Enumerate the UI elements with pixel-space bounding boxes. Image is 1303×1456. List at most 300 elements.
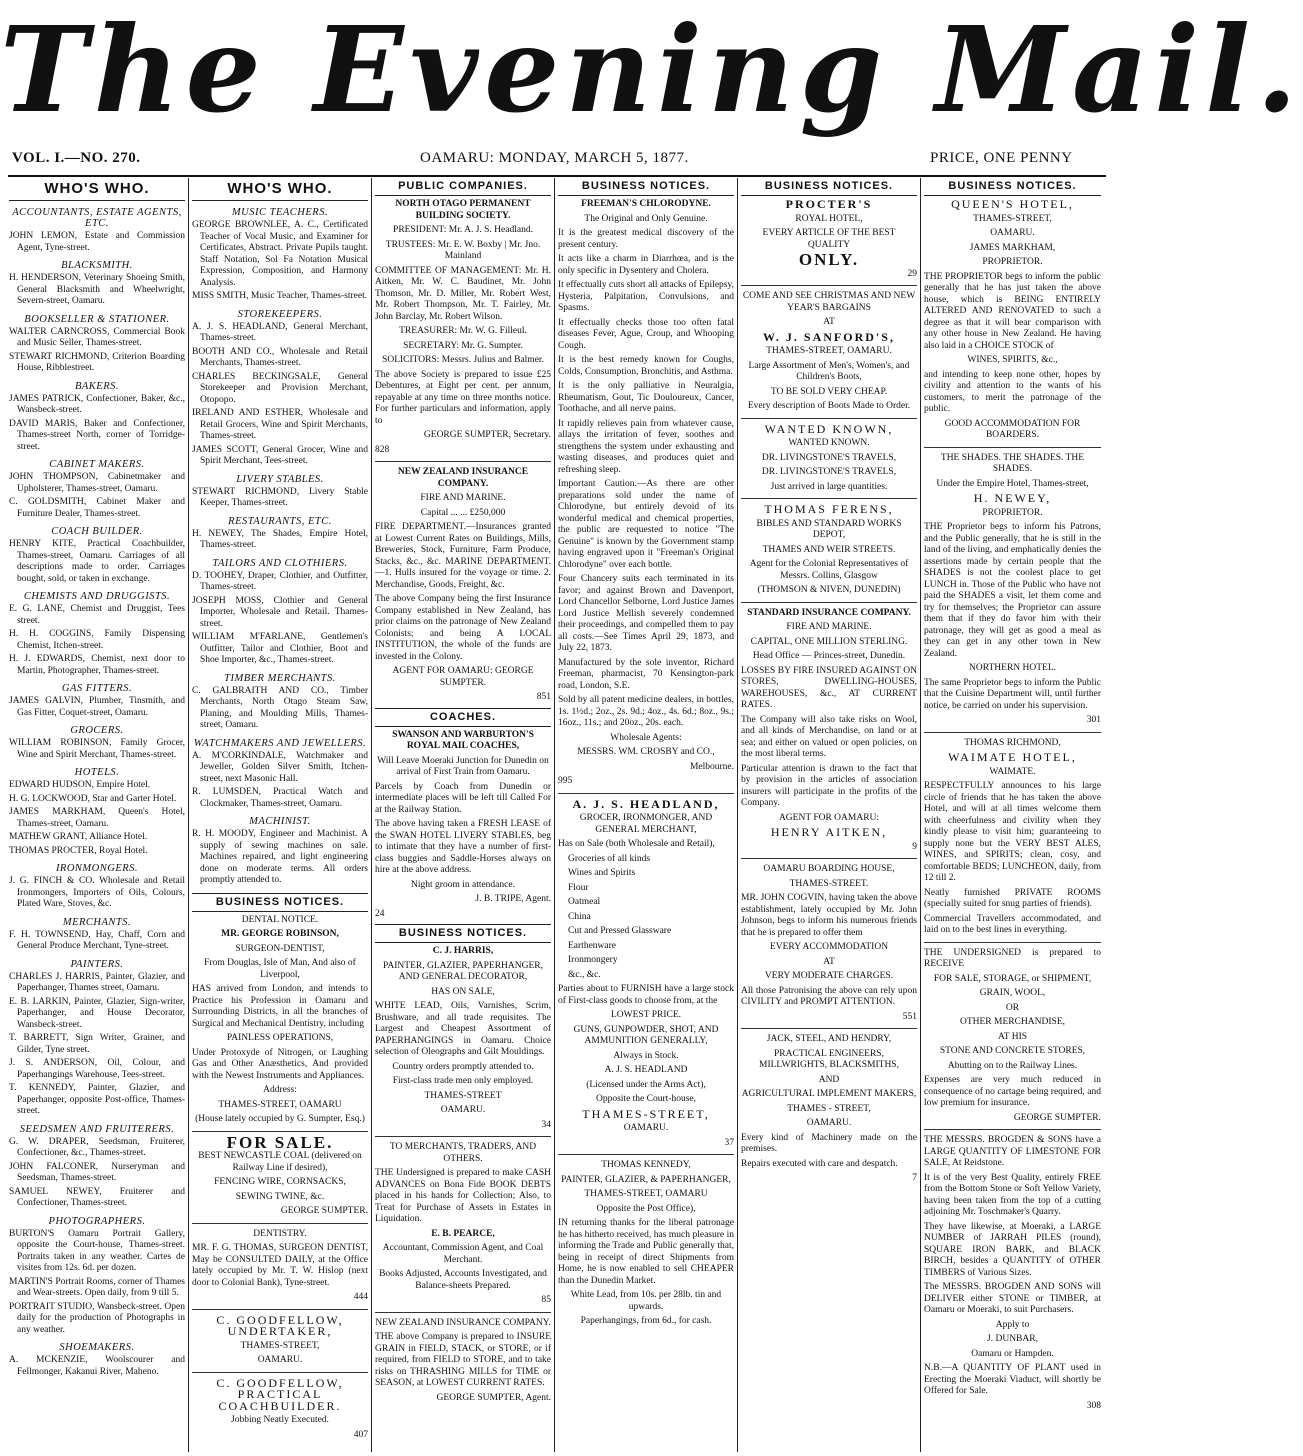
night-groom: Night groom in attendance.	[411, 879, 515, 890]
waimate-name: THOMAS RICHMOND,	[964, 737, 1061, 748]
headland-sale: Has on Sale (both Wholesale and Retail),	[558, 839, 715, 849]
section-title: LIVERY STABLES.	[236, 473, 324, 485]
column-heading: BUSINESS NOTICES.	[924, 178, 1101, 196]
brogden-body-4: The MESSRS. BROGDEN AND SONS will DELIVER either STONE or TIMBER, at Oamaru or Moeraki, to suit Purchasers.	[924, 1282, 1101, 1315]
sanford-head: COME AND SEE CHRISTMAS AND NEW YEAR'S BARGAINS	[742, 291, 916, 313]
headland-item: Oatmeal	[568, 897, 601, 907]
dental-address: THAMES-STREET, OAMARU	[218, 1099, 342, 1110]
kennedy-line-2: Paperhangings, from 6d., for cash.	[580, 1316, 712, 1326]
section-title: ACCOUNTANTS, ESTATE AGENTS, ETC.	[12, 207, 182, 229]
sanford-cheap: TO BE SOLD VERY CHEAP.	[770, 386, 888, 397]
society-body: The above Society is prepared to issue £25 Debentures, at Eight per cent. per annum, repayable at any time on three months notice. For further particulars and information, apply to	[375, 369, 551, 426]
dental-body: HAS arrived from London, and intends to Practice his Profession in Oamaru and Surrounding Districts, in all the branches of Surgical and Mechanical Dentistry, including	[192, 984, 368, 1029]
waimate-hotel: WAIMATE HOTEL,	[948, 750, 1077, 764]
ad-number: 24	[375, 908, 385, 919]
divider	[375, 1312, 551, 1313]
standard-agent-name: HENRY AITKEN,	[770, 825, 888, 839]
issue-date: OAMARU: MONDAY, MARCH 5, 1877.	[420, 150, 689, 166]
directory-sections	[192, 207, 368, 887]
headland-opposite: Opposite the Court-house,	[595, 1094, 696, 1104]
headland-trade: GROCER, IRONMONGER, AND GENERAL MERCHANT,	[579, 813, 713, 835]
standard-body-3: Particular attention is drawn to the fact that by provision in the articles of association insurers will participate in the profits of the Company.	[741, 763, 917, 808]
ferens-body: Agent for the Colonial Representatives of Messrs. Collins, Glasgow	[749, 559, 909, 581]
dentistry-heading: DENTISTRY.	[253, 1228, 307, 1239]
divider	[558, 1154, 734, 1155]
goodfellow-town: OAMARU.	[257, 1355, 303, 1365]
divider	[558, 793, 734, 794]
harris-trade: PAINTER, GLAZIER, PAPERHANGER, AND GENERAL DECORATOR,	[382, 960, 544, 982]
dentistry-body: MR. F. G. THOMAS, SURGEON DENTIST, May be CONSULTED DAILY, at the Office lately occupied by Mr. T. W. Hislop (next door to Colonial Bank), Tyne-street.	[192, 1243, 368, 1288]
divider	[924, 942, 1101, 943]
section-title: BLACKSMITH.	[61, 260, 133, 271]
waimate-body-2: Neatly furnished PRIVATE ROOMS (specially suited for snug parties of friends).	[924, 887, 1101, 909]
wanted-line-1: DR. LIVINGSTONE'S TRAVELS,	[761, 452, 897, 463]
divider	[741, 418, 917, 419]
directory-entry: J. G. FINCH & CO. Wholesale and Retail Ironmongers, Importers of Oils, Colours, Plated Ware, Stoves, &c.	[9, 876, 185, 909]
divider	[192, 1131, 368, 1132]
pearce-trade: Accountant, Commission Agent, and Coal Merchant.	[382, 1243, 544, 1265]
nz-insurance-title: NEW ZEALAND INSURANCE COMPANY.	[397, 467, 529, 489]
directory-entry: WILLIAM M'FARLANE, Gentlemen's Outfitter, Tailor and Clothier, Boot and Shoe Importer, &c., Thames-street.	[192, 632, 368, 665]
nz-insurance-2-body: THE above Company is prepared to INSURE GRAIN in FIELD, STACK, or STORE, or if required, from FIELD to STORE, and to take risks on THRASHING MILLS for TIME or SEASON, at LOWEST CURRENT RATES.	[375, 1332, 551, 1388]
waimate-town: WAIMATE.	[989, 766, 1036, 777]
nz-insurance-2-sign: GEORGE SUMPTER, Agent.	[436, 1392, 551, 1403]
boarding-body-2: All those Patronising the above can rely upon CIVILITY and PROMPT ATTENTION.	[741, 985, 917, 1007]
coaches-body-3: The above having taken a FRESH LEASE of the SWAN HOTEL LIVERY STABLES, beg to intimate that they have a number of first-class buggies and Saddle-Horses always on hire at the above address.	[375, 819, 551, 875]
procter-line: EVERY ARTICLE OF THE BEST QUALITY	[762, 228, 896, 250]
directory-entry: G. W. DRAPER, Seedsman, Fruiterer, Confectioner, &c., Thames-street.	[9, 1136, 185, 1158]
ad-number: 37	[724, 1137, 734, 1148]
directory-entry: JAMES GALVIN, Plumber, Tinsmith, and Gas Fitter, Coquet-street, Oamaru.	[9, 696, 185, 718]
headland-item: Wines and Spirits	[568, 868, 636, 878]
standard-capital: CAPITAL, ONE MILLION STERLING.	[750, 636, 908, 647]
standard-title: STANDARD INSURANCE COMPANY.	[747, 607, 911, 618]
chlorodyne-paragraph: It is the best remedy known for Coughs, Colds, Consumption, Bronchitis, and Asthma.	[558, 355, 734, 377]
harris-town: OAMARU.	[440, 1105, 486, 1115]
sanford-address: THAMES-STREET, OAMARU.	[766, 346, 892, 356]
directory-entry: C. GOLDSMITH, Cabinet Maker and Furniture Dealer, Thames-street.	[9, 497, 185, 519]
standard-body: LOSSES BY FIRE INSURED AGAINST ON STORES, DWELLING-HOUSES, WAREHOUSES, &c., AT CURRENT RATES.	[741, 665, 917, 710]
section-title: TAILORS AND CLOTHIERS.	[212, 557, 348, 569]
nz-insurance-2-title: NEW ZEALAND INSURANCE COMPANY.	[375, 1317, 551, 1328]
procter-name: PROCTER'S	[785, 197, 873, 211]
section-title: TIMBER MERCHANTS.	[224, 672, 336, 684]
storage-line-7: Abutting on to the Railway Lines.	[947, 1060, 1078, 1071]
coaches-body-2: Parcels by Coach from Dunedin or intermediate places will be left till Called For at the Railway Station.	[375, 781, 551, 815]
directory-entry: STEWART RICHMOND, Livery Stable Keeper, Thames-street.	[192, 486, 368, 508]
chlorodyne-paragraph: It acts like a charm in Diarrhœa, and is the only specific in Dysentery and Cholera.	[558, 254, 734, 276]
newspaper-title: The Evening Mail.	[0, 0, 1303, 139]
ad-number: 551	[902, 1011, 917, 1022]
boarding-at: AT	[823, 956, 835, 967]
directory-entry: E. G. LANE, Chemist and Druggist, Tees street.	[9, 604, 185, 626]
chlorodyne-paragraph: It is the greatest medical discovery of the present century.	[558, 228, 734, 250]
directory-entry: BURTON'S Oamaru Portrait Gallery, opposite the Court-house, Thames-street. Portraits taken in any weather. Cartes de visites from 12s. 6d. per dozen.	[9, 1228, 185, 1273]
top-rule	[8, 175, 1106, 177]
chlorodyne-paragraph: It is the only palliative in Neuralgia, Rheumatism, Gout, Tic Douloureux, Cancer, Toothache, and all nerve pains.	[558, 381, 734, 414]
northern-hotel: NORTHERN HOTEL.	[968, 663, 1057, 673]
dentist-title: SURGEON-DENTIST,	[235, 943, 325, 954]
jack-body: Every kind of Machinery made on the premises.	[741, 1132, 917, 1154]
ad-number: 9	[912, 841, 917, 852]
directory-entry: CHARLES BECKINGSALE, General Storekeeper and Provision Merchant, Otopopo.	[192, 371, 368, 405]
pearce-name: E. B. PEARCE,	[431, 1228, 495, 1239]
goodfellow-jobbing: Jobbing Neatly Executed.	[231, 1415, 329, 1425]
headland-licence: (Licensed under the Arms Act),	[586, 1079, 706, 1090]
merchants-body: THE Undersigned is prepared to make CASH ADVANCES on Bona Fide BOOK DEBTS placed in his hands for Collection; Also, to Treat for Purchase of Assets in Estates in Liquidation.	[375, 1168, 551, 1224]
headland-item: Earthenware	[568, 940, 616, 951]
boarding-acc: EVERY ACCOMMODATION	[769, 942, 889, 952]
section-title: BAKERS.	[74, 380, 120, 392]
harris-line-1: Country orders promptly attended to.	[392, 1061, 534, 1072]
brogden-body: THE MESSRS. BROGDEN & SONS have a LARGE QUANTITY OF LIMESTONE FOR SALE, At Reidstone.	[924, 1135, 1101, 1168]
sanford-body: Large Assortment of Men's, Women's, and Children's Boots,	[748, 360, 910, 382]
coaches-heading: COACHES.	[375, 708, 551, 727]
dental-notice-title: DENTAL NOTICE.	[241, 914, 319, 925]
wholesale-agents: MESSRS. WM. CROSBY and CO.,	[577, 747, 715, 757]
directory-entry: JAMES MARKHAM, Queen's Hotel, Thames-street, Oamaru.	[9, 807, 185, 829]
building-society-title: NORTH OTAGO PERMANENT BUILDING SOCIETY.	[395, 199, 531, 221]
directory-entry: D. TOOHEY, Draper, Clothier, and Outfitter, Thames-street.	[192, 570, 368, 592]
section-title: IRONMONGERS.	[55, 863, 139, 874]
divider	[192, 1372, 368, 1373]
president: PRESIDENT: Mr. A. J. S. Headland.	[393, 225, 533, 235]
shades-head: THE SHADES. THE SHADES. THE SHADES.	[940, 452, 1085, 474]
jack-trade-2: AGRICULTURAL IMPLEMENT MAKERS,	[741, 1089, 917, 1099]
directory-entry: GEORGE BROWNLEE, A. C., Certificated Teacher of Vocal Music, and Examiner for Certificates, Abstract. Private Pupils taught. Staff Notation, Sol Fa Notation Musical Expression, Composition, and Harmony Analysis.	[192, 220, 368, 288]
ad-number: 7	[912, 1173, 917, 1183]
section-title: PAINTERS.	[70, 958, 124, 970]
shades-body: THE Proprietor begs to inform his Patrons, and the Public generally, that he is still in the land of the living, and emphatically denies the assertions made by certain people that the SHADES is not the coolest place to get LUNCH in. Those of the Public who have not paid the SHADES a visit, let them come and try for themselves; the Proprietor can assure them that if they do favor him with their patronage, they will get as good a meal as they can get in any other town in New Zealand.	[924, 522, 1101, 659]
directory-entry: THOMAS PROCTER, Royal Hotel.	[9, 845, 148, 856]
queens-good: GOOD ACCOMMODATION FOR BOARDERS.	[944, 418, 1081, 440]
section-title: CHEMISTS AND DRUGGISTS.	[23, 591, 171, 602]
section-title: GROCERS.	[70, 725, 124, 736]
directory-entry: JOHN THOMPSON, Cabinetmaker and Upholsterer, Thames-street, Oamaru.	[9, 472, 185, 494]
always-in-stock: Always in Stock.	[613, 1050, 679, 1061]
for-sale-line-2: FENCING WIRE, CORNSACKS,	[214, 1177, 346, 1187]
section-title: WATCHMAKERS AND JEWELLERS.	[193, 737, 367, 749]
nz-insurance-agent: AGENT FOR OAMARU: GEORGE SUMPTER.	[392, 666, 534, 688]
sanford-line: Every description of Boots Made to Order.	[747, 401, 911, 411]
shades-body-2: The same Proprietor begs to inform the Public that the Cuisine Department will, until further notice, be carried on under his supervision.	[924, 677, 1101, 711]
section-title: BOOKSELLER & STATIONER.	[24, 313, 170, 325]
section-title: MACHINIST.	[249, 816, 311, 827]
dentist-name: MR. GEORGE ROBINSON,	[221, 929, 339, 939]
for-sale-line-3: SEWING TWINE, &c.	[235, 1191, 325, 1202]
directory-entry: JAMES PATRICK, Confectioner, Baker, &c., Wansbeck-street.	[9, 393, 185, 415]
wholesale-label: Wholesale Agents:	[610, 732, 682, 743]
directory-entry: CHARLES J. HARRIS, Painter, Glazier, and Paperhanger, Thames street, Oamaru.	[9, 971, 185, 993]
society-sign: GEORGE SUMPTER, Secretary.	[423, 430, 551, 440]
boarding-title: OAMARU BOARDING HOUSE,	[763, 864, 895, 874]
column-business-notices-1	[555, 178, 738, 1452]
directory-entry: STEWART RICHMOND, Criterion Boarding House, Ribblestreet.	[9, 351, 185, 373]
harris-name: C. J. HARRIS,	[432, 946, 494, 956]
shades-prop: PROPRIETOR.	[982, 507, 1043, 518]
directory-entry: H. NEWEY, The Shades, Empire Hotel, Thames-street.	[192, 528, 368, 550]
queens-address: THAMES-STREET,	[973, 213, 1052, 224]
column-business-notices-2	[738, 178, 921, 1452]
sanford-at: AT	[823, 317, 835, 327]
directory-entry: C. GALBRAITH AND CO., Timber Merchants, North Otago Steam Saw, Planing, and Moulding Mills, Thames-street, Oamaru.	[192, 685, 368, 730]
brogden-body-3: They have likewise, at Moeraki, a LARGE NUMBER of JARRAH PILES (round), SQUARE IRON BARK, and BLACK BIRCH, besides a QUANTITY of OTHER TIMBERS of Various Sizes.	[924, 1221, 1101, 1278]
storage-line-2: GRAIN, WOOL,	[979, 988, 1046, 998]
headland-name-2: A. J. S. HEADLAND	[604, 1065, 688, 1075]
ad-number: 851	[536, 692, 551, 702]
nz-insurance-capital: Capital ... ... £250,000	[420, 507, 506, 518]
brogden-body-2: It is of the very Best Quality, entirely FREE from the Bottom Stone or Soft Yellow Variety, having been taken from the top of a cutting adjoining Mr. Toschmaker's Quarry.	[924, 1172, 1101, 1217]
coaches-title: SWANSON AND WARBURTON'S ROYAL MAIL COACHES,	[392, 729, 534, 751]
section-title: MERCHANTS.	[62, 916, 132, 928]
storage-line-1: FOR SALE, STORAGE, or SHIPMENT,	[933, 973, 1092, 984]
ad-number: 308	[1086, 1400, 1101, 1411]
directory-entry: MATHEW GRANT, Alliance Hotel.	[9, 832, 148, 842]
wanted-head: WANTED KNOWN,	[764, 421, 894, 436]
goodfellow-coachbuilder: C. GOODFELLOW, PRACTICAL COACHBUILDER.	[216, 1375, 344, 1413]
jack-town: OAMARU.	[806, 1118, 852, 1128]
shades-under: Under the Empire Hotel, Thames-street,	[936, 478, 1089, 489]
section-title: SHOEMAKERS.	[59, 1342, 135, 1353]
trustees: TRUSTEES: Mr. E. W. Boxby | Mr. Jno. Mainland	[385, 239, 541, 261]
column-heading: BUSINESS NOTICES.	[741, 178, 917, 196]
guns-line: GUNS, GUNPOWDER, SHOT, AND AMMUNITION GENERALLY,	[573, 1024, 719, 1046]
directory-entry: SAMUEL NEWEY, Fruiterer and Confectioner, Thames-street.	[9, 1186, 185, 1208]
standard-agent: AGENT FOR OAMARU:	[778, 812, 880, 823]
coaches-sign: J. B. TRIPE, Agent.	[475, 894, 551, 904]
chlorodyne-title: FREEMAN'S CHLORODYNE.	[581, 199, 711, 209]
directory-entry: E. B. LARKIN, Painter, Glazier, Sign-writer, Paperhanger, and House Decorator, Wansbeck-street.	[9, 996, 185, 1030]
headland-item: Groceries of all kinds	[568, 853, 651, 864]
chlorodyne-paragraph: Manufactured by the sole inventor, Richard Freeman, pharmacist, 70 Kensington-park road, London, S.E.	[558, 657, 734, 691]
waimate-body: RESPECTFULLY announces to his large circle of friends that he has taken the above Hotel, and will at all times welcome them with cheerfulness and civility when they kindly please to visit him; guaranteeing to supply none but the VERY BEST ALES, WINES, and SPIRITS; clean, cosy, and comfortable BEDS; LUNCHEON, daily, from 12 till 2.	[924, 781, 1101, 883]
volume-number: VOL. I.—NO. 270.	[12, 150, 141, 166]
storage-body: THE UNDERSIGNED is prepared to RECEIVE	[924, 947, 1101, 969]
divider	[924, 447, 1101, 448]
brogden-town: Oamaru or Hampden.	[971, 1348, 1054, 1359]
ad-number: 995	[558, 776, 573, 786]
harris-address: THAMES-STREET	[424, 1090, 502, 1101]
headland-item: China	[568, 911, 591, 922]
directory-entry: H. H. COGGINS, Family Dispensing Chemist, Itchen-street.	[9, 629, 185, 651]
column-public-companies	[372, 178, 555, 1452]
headland-body: Parties about to FURNISH have a large stock of First-class goods to choose from, at the	[558, 984, 734, 1006]
dental-note: (House lately occupied by G. Sumpter, Esq.)	[195, 1114, 365, 1124]
directory-entry: JOHN LEMON, Estate and Commission Agent, Tyne-street.	[9, 231, 185, 253]
masthead	[0, 0, 1303, 150]
lowest-price: LOWEST PRICE.	[610, 1010, 682, 1020]
wanted-line-3: Just arrived in large quantities.	[770, 481, 888, 492]
ferens-name: THOMAS FERENS,	[764, 502, 894, 516]
section-title: RESTAURANTS, ETC.	[228, 515, 332, 527]
directory-entry: F. H. TOWNSEND, Hay, Chaff, Corn and General Produce Merchant, Tyne-street.	[9, 929, 185, 951]
divider	[741, 602, 917, 603]
headland-item: Ironmongery	[568, 955, 618, 965]
section-title: SEEDSMEN AND FRUITERERS.	[19, 1123, 175, 1135]
headland-address: THAMES-STREET,	[582, 1106, 710, 1121]
procter-hotel: ROYAL HOTEL,	[795, 213, 863, 224]
boarding-charges: VERY MODERATE CHARGES.	[764, 971, 894, 981]
solicitors: SOLICITORS: Messrs. Julius and Balmer.	[382, 355, 544, 365]
divider	[375, 461, 551, 462]
directory-entry: T. KENNEDY, Painter, Glazier, and Paperhanger, opposite Post-office, Thames-street.	[9, 1083, 185, 1116]
directory-entry: A. J. S. HEADLAND, General Merchant, Thames-street.	[192, 321, 368, 343]
headland-item: &c., &c.	[568, 969, 601, 980]
divider	[924, 732, 1101, 733]
harris-body: WHITE LEAD, Oils, Varnishes, Scrim, Brushware, and all trade requisites. The Largest and Cheapest Assortment of PAPERHANGINGS in Oamaru. Choice selection of Oleographs and Gilt Mouldings.	[375, 1001, 551, 1057]
procter-only: ONLY.	[798, 250, 860, 269]
business-notices-heading: BUSINESS NOTICES.	[192, 893, 368, 912]
columns	[6, 178, 1108, 1452]
jack-address: THAMES - STREET,	[787, 1103, 871, 1114]
directory-entry: HENRY KITE, Practical Coachbuilder, Thames-street, Oamaru. Carriages of all descriptions made to order. Carriages bought, sold, or taken in exchange.	[9, 539, 185, 584]
for-sale-heading: FOR SALE.	[226, 1132, 334, 1152]
column-heading: WHO'S WHO.	[9, 178, 185, 201]
directory-entry: JOSEPH MOSS, Clothier and General Importer, Wholesale and Retail. Thames-street.	[192, 595, 368, 629]
directory-entry: PORTRAIT STUDIO, Wansbeck-street. Open daily for the production of Photographs in any weather.	[9, 1301, 185, 1335]
sanford-name: W. J. SANFORD'S,	[763, 329, 895, 344]
chlorodyne-paragraph: Sold by all patent medicine dealers, in bottles, 1s. 1½d.; 2oz., 2s. 9d.; 4oz., 4s. 6d.; 8oz., 9s.; 16oz., 11s.; and 20oz., 20s. each.	[558, 695, 734, 728]
nz-insurance-body-2: The above Company being the first Insurance Company established in New Zealand, has prior claims on the patronage of New Zealand Colonists; and being A LOCAL INSTITUTION, the whole of the funds are invested in the Colony.	[375, 594, 551, 662]
coaches-body: Will Leave Moeraki Junction for Dunedin on arrival of First Train from Oamaru.	[377, 755, 549, 777]
ad-number: 407	[353, 1429, 368, 1440]
directory-entry: H. G. LOCKWOOD, Star and Garter Hotel.	[9, 793, 177, 804]
column-heading: BUSINESS NOTICES.	[558, 178, 734, 196]
directory-entry: WALTER CARNCROSS, Commercial Book and Music Seller, Thames-street.	[9, 326, 185, 348]
section-title: MUSIC TEACHERS.	[231, 207, 329, 218]
chlorodyne-paragraph: Four Chancery suits each terminated in its favor; and against Brown and Davenport, Lord Chancellor Selborne, Lord Justice James Lord Justice Mellish severely condemned their proceedings, and compelled them to pay all costs.—See Times April 29, 1873, and July 22, 1873.	[558, 574, 734, 653]
shades-name: H. NEWEY,	[973, 491, 1052, 505]
ad-number: 301	[1086, 715, 1101, 725]
chlorodyne-paragraph: It rapidly relieves pain from whatever cause, allays the irritation of fever, soothes and strengthens the system under exhausting and wasting diseases, and produces quiet and refreshing sleep.	[558, 418, 734, 475]
ad-number: 828	[375, 444, 390, 455]
directory-entry: H. HENDERSON, Veterinary Shoeing Smith, General Blacksmith and Wheelwright, Severn-street, Oamaru.	[9, 273, 185, 306]
treasurer: TREASURER: Mr. W. G. Filleul.	[399, 326, 527, 336]
headland-items	[558, 854, 734, 982]
divider	[741, 498, 917, 499]
goodfellow-undertaker: C. GOODFELLOW, UNDERTAKER,	[216, 1312, 344, 1338]
directory-entry: A. MCKENZIE, Woolscourer and Fellmonger, Kakanui River, Maheno.	[9, 1355, 185, 1377]
column-whos-who-1	[6, 178, 189, 1452]
divider	[375, 1136, 551, 1137]
chlorodyne-paragraph: It effectually cuts short all attacks of Epilepsy, Hysteria, Palpitation, Convulsions, and Spasms.	[558, 280, 734, 313]
for-sale-line-1: BEST NEWCASTLE COAL (delivered on Railway Line if desired),	[198, 1151, 362, 1173]
storage-body-2: Expenses are very much reduced in consequence of no cartage being required, and low premium for insurance.	[924, 1075, 1101, 1108]
directory-entry: MARTIN'S Portrait Rooms, corner of Thames and Wear-streets. Open daily, from 9 till 5.	[9, 1276, 185, 1298]
ferens-trade: BIBLES AND STANDARD WORKS DEPOT,	[756, 518, 902, 540]
kennedy-name: THOMAS KENNEDY,	[601, 1160, 691, 1170]
committee: COMMITTEE OF MANAGEMENT: Mr. H. Aitken, Mr. W. C. Baudinet, Mr. John Thomson, Mr. D. Miller, Mr. Robert West, Mr. Robert Thompson, Mr. T. Fairley, Mr. John Barclay, Mr. Robert Wilson.	[375, 265, 551, 322]
dentist-from: From Douglas, Isle of Man, And also of Liverpool,	[204, 958, 356, 980]
storage-line-5: AT HIS	[997, 1031, 1028, 1042]
chlorodyne-paragraph: It effectually checks those too often fatal diseases Fever, Ague, Croup, and Whooping Cough.	[558, 317, 734, 351]
wanted-sub: WANTED KNOWN.	[788, 438, 870, 448]
headland-name: A. J. S. HEADLAND,	[572, 796, 720, 811]
storage-line-3: OR	[1005, 1002, 1020, 1013]
merchants-title: TO MERCHANTS, TRADERS, AND OTHERS.	[389, 1142, 537, 1164]
jack-name: JACK, STEEL, AND HENDRY,	[766, 1034, 892, 1044]
directory-entry: H. J. EDWARDS, Chemist, next door to Martin, Photographer, Thames-street.	[9, 654, 185, 676]
ferens-sub: (THOMSON & NIVEN, DUNEDIN)	[757, 585, 901, 595]
directory-entry: MISS SMITH, Music Teacher, Thames-street.	[192, 291, 368, 301]
directory-entry: T. BARRETT, Sign Writer, Grainer, and Gilder, Tyne street.	[9, 1033, 185, 1055]
directory-entry: J. S. ANDERSON, Oil, Colour, and Paperhangings Warehouse, Tees-street.	[9, 1058, 185, 1080]
standard-body-2: The Company will also take risks on Wool, and all kinds of Merchandise, on land or at sea; and either on valued or open policies, on the most liberal terms.	[741, 714, 917, 759]
storage-sign: GEORGE SUMPTER.	[1013, 1112, 1101, 1123]
harris-line-2: First-class trade men only employed.	[392, 1076, 534, 1086]
kennedy-line-1: White Lead, from 10s. per 28lb. tin and upwards.	[570, 1290, 722, 1312]
boarding-body: MR. JOHN COGVIN, having taken the above establishment, lately occupied by Mr. John Johnson, begs to inform his numerous friends that he is prepared to offer them	[741, 893, 917, 938]
painless-operations: PAINLESS OPERATIONS,	[226, 1033, 334, 1043]
business-notices-heading: BUSINESS NOTICES.	[375, 924, 551, 943]
brogden-name: J. DUNBAR,	[987, 1334, 1038, 1344]
storage-line-6: STONE AND CONCRETE STORES,	[939, 1046, 1086, 1056]
nz-insurance-body: FIRE DEPARTMENT.—Insurances granted at Lowest Current Rates on Buildings, Mills, Breweries, Stock, Furniture, Farm Produce, Stacks, &c., &c. MARINE DEPARTMENT.—1. Hulls insured for the voyage or time. 2. Merchandise, Goods, Freight, &c.	[375, 522, 551, 590]
divider	[741, 1028, 917, 1029]
jack-and: AND	[818, 1074, 840, 1085]
directory-entry: JAMES SCOTT, General Grocer, Wine and Spirit Merchant, Tees-street.	[192, 444, 368, 466]
directory-entry: EDWARD HUDSON, Empire Hotel.	[9, 780, 151, 790]
ferens-address: THAMES AND WEIR STREETS.	[762, 544, 896, 555]
ad-number: 34	[541, 1119, 551, 1130]
address-label: Address:	[263, 1085, 297, 1095]
brogden-apply: Apply to	[995, 1319, 1030, 1330]
chlorodyne-paragraph: Important Caution.—As there are other preparations sold under the name of Chlorodyne, but entirely devoid of its wonderful medical and chemical properties, the public are requested to notice "The Genuine" is known by the Government stamp having engraved upon it "Freeman's Original Chlorodyne" over each bottle.	[558, 479, 734, 570]
harris-sale: HAS ON SALE,	[431, 986, 495, 997]
price: PRICE, ONE PENNY	[930, 150, 1073, 166]
directory-entry: A. M'CORKINDALE, Watchmaker and Jeweller, Golden Silver Smith, Itchen-street, next Masonic Hall.	[192, 750, 368, 784]
queens-body-2: and intending to keep none other, hopes by civility and attention to the wants of his customers, to merit the patronage of the public.	[924, 369, 1101, 414]
nz-insurance-sub: FIRE AND MARINE.	[420, 493, 506, 503]
directory-entry: R. LUMSDEN, Practical Watch and Clockmaker, Thames-street, Oamaru.	[192, 787, 368, 809]
headland-item: Flour	[568, 882, 589, 893]
queens-prop: JAMES MARKHAM,	[969, 242, 1056, 253]
queens-proprietor: PROPRIETOR.	[982, 257, 1043, 267]
chlorodyne-paragraphs	[558, 228, 734, 730]
section-title: GAS FITTERS.	[61, 683, 133, 694]
queens-town: OAMARU.	[990, 228, 1035, 238]
dateline	[0, 150, 1114, 178]
section-title: PHOTOGRAPHERS.	[48, 1215, 146, 1227]
divider	[924, 1129, 1101, 1130]
jack-repairs: Repairs executed with care and despatch.	[741, 1158, 898, 1169]
ad-number: 85	[541, 1295, 551, 1305]
goodfellow-address: THAMES-STREET,	[240, 1340, 320, 1351]
divider	[741, 285, 917, 286]
column-heading: WHO'S WHO.	[192, 178, 368, 201]
kennedy-body: IN returning thanks for the liberal patronage he has hitherto received, has much pleasure in informing the Trade and Public generally that, being in receipt of direct Shipments from Home, he is now enabled to sell CHEAPER than the Dunedin Market.	[558, 1218, 734, 1286]
divider	[741, 858, 917, 859]
directory-entry: IRELAND AND ESTHER, Wholesale and Retail Grocers, Wine and Spirit Merchants, Thames-street.	[192, 408, 368, 441]
standard-sub: FIRE AND MARINE.	[786, 622, 872, 632]
queens-wines: WINES, SPIRITS, &c.,	[967, 355, 1058, 365]
pearce-line: Books Adjusted, Accounts Investigated, and Balance-sheets Prepared.	[379, 1269, 547, 1291]
column-heading: PUBLIC COMPANIES.	[375, 178, 551, 196]
headland-town: OAMARU.	[623, 1123, 669, 1133]
dental-body-2: Under Protoxyde of Nitrogen, or Laughing Gas and Other Anæsthetics, And provided with the Newest Instruments and Appliances.	[192, 1047, 368, 1081]
headland-item: Cut and Pressed Glassware	[568, 926, 672, 936]
ad-number: 444	[353, 1292, 368, 1302]
queens-name: QUEEN'S HOTEL,	[951, 197, 1074, 211]
directory-entry: WILLIAM ROBINSON, Family Grocer, Wine and Spirit Merchant, Thames-street.	[9, 738, 185, 760]
column-business-notices-3	[921, 178, 1104, 1452]
waimate-body-3: Commercial Travellers accommodated, and laid on to the best lines in everything.	[924, 913, 1101, 935]
for-sale-sign: GEORGE SUMPTER.	[280, 1206, 368, 1216]
storage-line-4: OTHER MERCHANDISE,	[959, 1017, 1066, 1027]
ad-number: 29	[907, 268, 917, 279]
jack-trade: PRACTICAL ENGINEERS, MILLWRIGHTS, BLACKSMITHS,	[759, 1048, 899, 1070]
kennedy-opposite: Opposite the Post Office),	[596, 1203, 696, 1214]
